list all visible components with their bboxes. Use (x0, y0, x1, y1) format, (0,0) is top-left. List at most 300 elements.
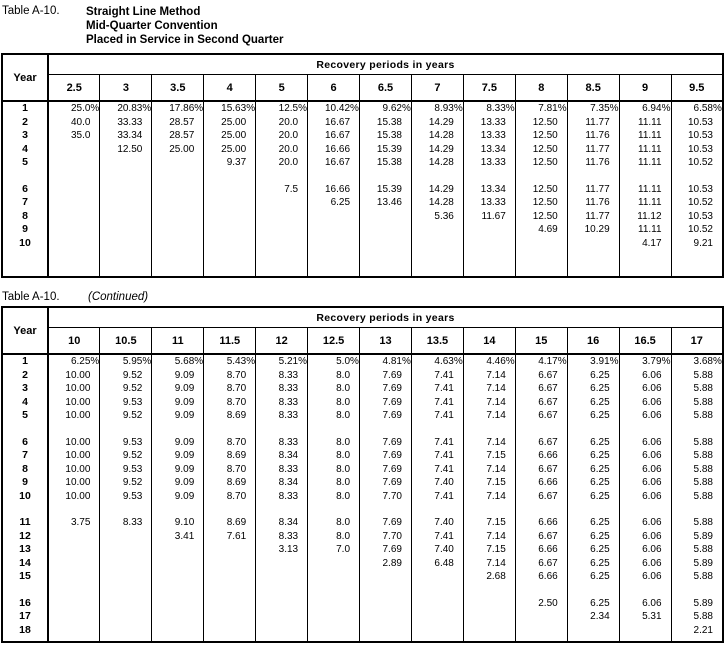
rate-cell (515, 584, 567, 597)
rate-cell: 28.57 (152, 129, 204, 143)
rate-cell: 9.52 (100, 369, 152, 383)
rate-cell: 12.50 (515, 196, 567, 210)
rate-cell (48, 543, 100, 557)
year-cell: 4 (2, 396, 48, 410)
rate-cell (515, 237, 567, 251)
rate-cell: 6.25 (567, 597, 619, 611)
rate-cell: 2.21 (671, 624, 723, 638)
rate-cell (360, 170, 412, 183)
table-row (2, 210, 723, 224)
rate-cell: 10.00 (48, 476, 100, 490)
recovery-period-col-header: 13 (360, 328, 412, 355)
rate-cell (256, 210, 308, 224)
rate-cell: 11.76 (567, 156, 619, 170)
rate-cell: 10.29 (567, 223, 619, 237)
rate-cell (100, 503, 152, 516)
rate-cell (48, 196, 100, 210)
year-cell (2, 250, 48, 277)
rate-cell (463, 237, 515, 251)
rate-cell (515, 423, 567, 436)
rate-cell: 5.36 (411, 210, 463, 224)
rate-cell (204, 624, 256, 638)
spacer-row (2, 637, 723, 642)
rate-cell: 6.25 (567, 409, 619, 423)
rate-cell (204, 170, 256, 183)
rate-cell (463, 223, 515, 237)
rate-cell: 6.67 (515, 409, 567, 423)
rate-cell: 13.46 (360, 196, 412, 210)
rate-cell (411, 237, 463, 251)
rate-cell: 9.53 (100, 463, 152, 477)
rate-cell: 7.41 (411, 463, 463, 477)
table-row (2, 543, 723, 557)
rate-cell: 11.11 (619, 143, 671, 157)
rate-cell: 7.69 (360, 476, 412, 490)
rate-cell: 14.28 (411, 129, 463, 143)
rate-cell (152, 170, 204, 183)
rate-cell: 8.33 (256, 436, 308, 450)
recovery-period-col-header: 10.5 (100, 328, 152, 355)
year-cell: 15 (2, 570, 48, 584)
rate-cell: 5.88 (671, 409, 723, 423)
rate-cell: 6.25 (567, 530, 619, 544)
rate-cell (204, 570, 256, 584)
rate-cell: 6.67 (515, 530, 567, 544)
rate-cell (100, 183, 152, 197)
table-row (2, 382, 723, 396)
rate-cell: 20.0 (256, 116, 308, 130)
year-column-header: Year (2, 307, 48, 354)
rate-cell (411, 570, 463, 584)
rate-cell: 15.38 (360, 156, 412, 170)
rate-cell: 6.25 (567, 449, 619, 463)
table-row (2, 223, 723, 237)
rate-cell (360, 624, 412, 638)
rate-cell: 5.88 (671, 382, 723, 396)
rate-cell (100, 210, 152, 224)
rate-cell: 8.0 (308, 530, 360, 544)
year-cell: 5 (2, 156, 48, 170)
rate-cell: 7.41 (411, 409, 463, 423)
rate-cell: 4.17 (619, 237, 671, 251)
rate-cell (308, 503, 360, 516)
rate-cell: 2.34 (567, 610, 619, 624)
table-row (2, 396, 723, 410)
recovery-periods-header: Recovery periods in years (48, 307, 723, 328)
rate-cell (152, 250, 204, 277)
rate-cell (100, 530, 152, 544)
rate-cell: 7.14 (463, 530, 515, 544)
rate-cell (204, 210, 256, 224)
rate-cell: 7.69 (360, 369, 412, 383)
rate-cell (619, 423, 671, 436)
rate-cell: 6.66 (515, 476, 567, 490)
rate-cell (360, 570, 412, 584)
rate-cell (100, 570, 152, 584)
rate-cell: 6.06 (619, 543, 671, 557)
rate-cell (152, 610, 204, 624)
rate-cell: 11.11 (619, 116, 671, 130)
rate-cell: 5.88 (671, 490, 723, 504)
rate-cell: 6.67 (515, 382, 567, 396)
rate-cell: 4.46% (463, 354, 515, 369)
rate-cell (360, 423, 412, 436)
rate-cell (204, 237, 256, 251)
rate-cell: 6.06 (619, 369, 671, 383)
rate-cell (360, 223, 412, 237)
rate-cell: 6.67 (515, 557, 567, 571)
recovery-period-col-header: 3 (100, 75, 152, 102)
table1-body (2, 101, 723, 277)
rate-cell: 12.50 (515, 143, 567, 157)
rate-cell: 6.25 (567, 382, 619, 396)
rate-cell (204, 584, 256, 597)
rate-cell: 11.11 (619, 223, 671, 237)
rate-cell: 13.33 (463, 116, 515, 130)
rate-cell: 7.14 (463, 463, 515, 477)
rate-cell: 8.0 (308, 369, 360, 383)
recovery-period-col-header: 7.5 (463, 75, 515, 102)
rate-cell: 7.41 (411, 490, 463, 504)
rate-cell (411, 503, 463, 516)
rate-cell: 7.69 (360, 409, 412, 423)
rate-cell: 33.34 (100, 129, 152, 143)
rate-cell: 6.06 (619, 436, 671, 450)
rate-cell: 6.66 (515, 516, 567, 530)
rate-cell: 7.14 (463, 396, 515, 410)
rate-cell (308, 223, 360, 237)
rate-cell: 13.33 (463, 129, 515, 143)
rate-cell (256, 250, 308, 277)
year-cell: 18 (2, 624, 48, 638)
recovery-period-col-header: 7 (411, 75, 463, 102)
recovery-period-col-header: 15 (515, 328, 567, 355)
rate-cell: 9.09 (152, 463, 204, 477)
year-cell: 8 (2, 463, 48, 477)
year-cell: 9 (2, 223, 48, 237)
rate-cell (256, 503, 308, 516)
rate-cell: 10.53 (671, 183, 723, 197)
rate-cell: 9.09 (152, 369, 204, 383)
rate-cell (671, 637, 723, 642)
rate-cell: 35.0 (48, 129, 100, 143)
rate-cell: 5.0% (308, 354, 360, 369)
rate-cell: 25.0% (48, 101, 100, 116)
rate-cell (48, 223, 100, 237)
rate-cell (411, 170, 463, 183)
rate-cell: 16.66 (308, 183, 360, 197)
rate-cell (152, 223, 204, 237)
rate-cell: 8.33 (256, 382, 308, 396)
table-row (2, 409, 723, 423)
rate-cell: 20.0 (256, 143, 308, 157)
rate-cell: 6.25 (567, 436, 619, 450)
rate-cell (619, 503, 671, 516)
recovery-period-col-header: 9 (619, 75, 671, 102)
rate-cell: 12.50 (515, 116, 567, 130)
rate-cell: 6.06 (619, 530, 671, 544)
rate-cell: 12.50 (100, 143, 152, 157)
year-cell: 10 (2, 490, 48, 504)
rate-cell (48, 423, 100, 436)
rate-cell: 14.28 (411, 196, 463, 210)
rate-cell: 12.5% (256, 101, 308, 116)
rate-cell: 9.37 (204, 156, 256, 170)
rate-cell (567, 503, 619, 516)
rate-cell: 10.00 (48, 490, 100, 504)
table-row (2, 463, 723, 477)
year-cell: 6 (2, 183, 48, 197)
rate-cell (256, 584, 308, 597)
rate-cell: 6.06 (619, 557, 671, 571)
rate-cell: 4.17% (515, 354, 567, 369)
rate-cell: 11.76 (567, 129, 619, 143)
recovery-period-col-header: 11 (152, 328, 204, 355)
rate-cell (308, 423, 360, 436)
header-row-columns (2, 75, 723, 102)
rate-cell (256, 624, 308, 638)
rate-cell: 5.88 (671, 516, 723, 530)
rate-cell: 8.0 (308, 449, 360, 463)
table-row (2, 570, 723, 584)
rate-cell: 6.06 (619, 476, 671, 490)
rate-cell: 15.38 (360, 116, 412, 130)
rate-cell: 12.50 (515, 156, 567, 170)
rate-cell: 6.94% (619, 101, 671, 116)
rate-cell (152, 637, 204, 642)
rate-cell (360, 637, 412, 642)
rate-cell: 6.25 (567, 396, 619, 410)
rate-cell (204, 196, 256, 210)
rate-cell (100, 223, 152, 237)
rate-cell: 8.0 (308, 476, 360, 490)
rate-cell: 6.06 (619, 516, 671, 530)
rate-cell: 15.63% (204, 101, 256, 116)
rate-cell: 9.09 (152, 396, 204, 410)
table-row (2, 476, 723, 490)
rate-cell: 40.0 (48, 116, 100, 130)
rate-cell (152, 503, 204, 516)
rate-cell: 11.11 (619, 183, 671, 197)
rate-cell: 2.50 (515, 597, 567, 611)
rate-cell (152, 597, 204, 611)
table-label: Table A-10. (2, 291, 60, 303)
rate-cell (360, 584, 412, 597)
rate-cell: 9.52 (100, 382, 152, 396)
rate-cell: 9.10 (152, 516, 204, 530)
recovery-period-col-header: 10 (48, 328, 100, 355)
rate-cell (515, 250, 567, 277)
table-label: Table A-10. (2, 5, 60, 17)
rate-cell (152, 584, 204, 597)
table-row (2, 369, 723, 383)
rate-cell: 6.06 (619, 409, 671, 423)
rate-cell: 6.06 (619, 490, 671, 504)
rate-cell: 8.69 (204, 409, 256, 423)
rate-cell (619, 250, 671, 277)
rate-cell (48, 156, 100, 170)
rate-cell: 8.0 (308, 382, 360, 396)
rate-cell: 8.0 (308, 409, 360, 423)
rate-cell: 7.15 (463, 476, 515, 490)
rate-cell: 8.0 (308, 463, 360, 477)
rate-cell (463, 250, 515, 277)
rate-cell (619, 624, 671, 638)
rate-cell: 10.00 (48, 396, 100, 410)
rate-cell: 9.09 (152, 436, 204, 450)
rate-cell: 7.69 (360, 543, 412, 557)
rate-cell: 7.69 (360, 449, 412, 463)
rate-cell: 6.66 (515, 449, 567, 463)
rate-cell: 9.21 (671, 237, 723, 251)
rate-cell: 7.41 (411, 369, 463, 383)
rate-cell: 7.14 (463, 382, 515, 396)
rate-cell: 7.41 (411, 449, 463, 463)
rate-cell: 7.69 (360, 436, 412, 450)
table-row (2, 610, 723, 624)
recovery-period-col-header: 11.5 (204, 328, 256, 355)
rate-cell (515, 637, 567, 642)
rate-cell (567, 423, 619, 436)
rate-cell: 8.33% (463, 101, 515, 116)
recovery-period-col-header: 17 (671, 328, 723, 355)
rate-cell: 5.88 (671, 449, 723, 463)
rate-cell: 8.33 (256, 463, 308, 477)
rate-cell: 9.52 (100, 476, 152, 490)
rate-cell: 3.75 (48, 516, 100, 530)
rate-cell: 10.00 (48, 369, 100, 383)
table-row (2, 449, 723, 463)
recovery-period-col-header: 9.5 (671, 75, 723, 102)
rate-cell: 8.0 (308, 436, 360, 450)
rate-cell: 9.53 (100, 396, 152, 410)
rate-cell: 8.70 (204, 382, 256, 396)
rate-cell: 10.53 (671, 129, 723, 143)
table-title-line-3: Placed in Service in Second Quarter (86, 34, 284, 46)
rate-cell (152, 210, 204, 224)
rate-cell: 8.33 (256, 490, 308, 504)
recovery-period-col-header: 4 (204, 75, 256, 102)
rate-cell (515, 503, 567, 516)
rate-cell (48, 183, 100, 197)
rate-cell: 5.43% (204, 354, 256, 369)
rate-cell (152, 557, 204, 571)
recovery-period-col-header: 13.5 (411, 328, 463, 355)
rate-cell: 2.89 (360, 557, 412, 571)
rate-cell: 13.33 (463, 196, 515, 210)
rate-cell: 20.83% (100, 101, 152, 116)
rate-cell (411, 423, 463, 436)
rate-cell (567, 637, 619, 642)
rate-cell: 6.06 (619, 463, 671, 477)
rate-cell (152, 543, 204, 557)
rate-cell: 7.14 (463, 369, 515, 383)
rate-cell: 6.67 (515, 396, 567, 410)
rate-cell (48, 584, 100, 597)
year-cell: 1 (2, 101, 48, 116)
rate-cell (515, 610, 567, 624)
rate-cell: 3.91% (567, 354, 619, 369)
rate-cell (100, 557, 152, 571)
rate-cell (256, 237, 308, 251)
rate-cell: 8.0 (308, 490, 360, 504)
rate-cell: 11.77 (567, 116, 619, 130)
rate-cell (152, 570, 204, 584)
rate-cell: 8.34 (256, 476, 308, 490)
rate-cell: 9.09 (152, 409, 204, 423)
recovery-period-col-header: 8 (515, 75, 567, 102)
rate-cell: 5.89 (671, 530, 723, 544)
rate-cell: 11.11 (619, 129, 671, 143)
rate-cell: 9.53 (100, 436, 152, 450)
table-row (2, 624, 723, 638)
rate-cell (567, 250, 619, 277)
rate-cell: 9.52 (100, 449, 152, 463)
rate-cell: 11.12 (619, 210, 671, 224)
rate-cell (411, 223, 463, 237)
rate-cell (308, 624, 360, 638)
rate-cell (48, 610, 100, 624)
rate-cell: 6.67 (515, 369, 567, 383)
rate-cell: 16.67 (308, 156, 360, 170)
year-cell (2, 503, 48, 516)
table2-caption (0, 291, 725, 303)
rate-cell: 13.34 (463, 143, 515, 157)
rate-cell: 9.52 (100, 409, 152, 423)
rate-cell: 6.25 (567, 543, 619, 557)
rate-cell: 4.69 (515, 223, 567, 237)
rate-cell: 8.70 (204, 369, 256, 383)
rate-cell: 16.67 (308, 116, 360, 130)
rate-cell: 8.69 (204, 476, 256, 490)
rate-cell: 3.68% (671, 354, 723, 369)
rate-cell: 6.25 (567, 490, 619, 504)
rate-cell (619, 584, 671, 597)
spacer-row (2, 423, 723, 436)
rate-cell (411, 250, 463, 277)
rate-cell: 9.09 (152, 476, 204, 490)
rate-cell: 6.67 (515, 463, 567, 477)
rate-cell: 6.25 (567, 516, 619, 530)
rate-cell: 11.11 (619, 156, 671, 170)
rate-cell (100, 237, 152, 251)
rate-cell: 7.14 (463, 436, 515, 450)
rate-cell: 11.77 (567, 143, 619, 157)
rate-cell: 8.70 (204, 490, 256, 504)
rate-cell: 10.52 (671, 156, 723, 170)
rate-cell: 17.86% (152, 101, 204, 116)
rate-cell: 7.14 (463, 409, 515, 423)
rate-cell (100, 196, 152, 210)
year-cell: 1 (2, 354, 48, 369)
rate-cell (204, 597, 256, 611)
rate-cell: 3.41 (152, 530, 204, 544)
rate-cell (256, 570, 308, 584)
rate-cell: 5.88 (671, 463, 723, 477)
rate-cell (48, 503, 100, 516)
year-cell (2, 637, 48, 642)
rate-cell (100, 637, 152, 642)
rate-cell: 9.62% (360, 101, 412, 116)
year-cell: 3 (2, 129, 48, 143)
rate-cell: 14.29 (411, 143, 463, 157)
rate-cell (671, 503, 723, 516)
depreciation-table-continued (1, 306, 724, 643)
rate-cell: 25.00 (152, 143, 204, 157)
spacer-row (2, 503, 723, 516)
rate-cell (100, 170, 152, 183)
rate-cell: 11.77 (567, 210, 619, 224)
